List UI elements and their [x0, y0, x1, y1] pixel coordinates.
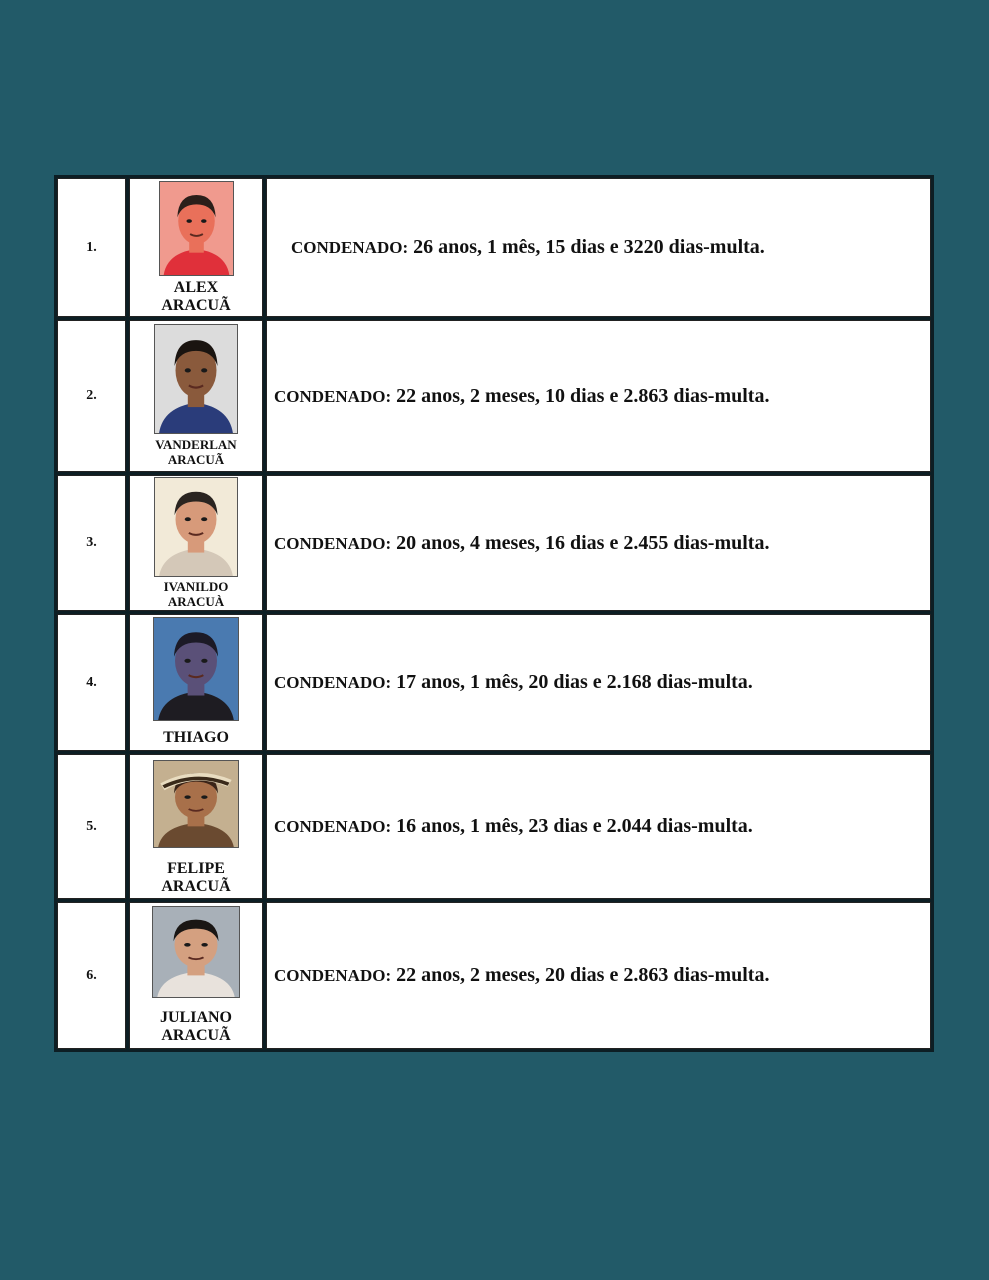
photo-cell: [129, 475, 263, 611]
convicts-table: [54, 175, 934, 1052]
photo-cell: [129, 320, 263, 472]
row-number-cell: [57, 902, 126, 1049]
name-line-1: IVANILDO: [163, 579, 229, 595]
sentence-cell: [266, 320, 931, 472]
sentence-text: [274, 385, 769, 408]
name-line-2: ARACUÃ: [161, 1027, 231, 1045]
row-number-cell: [57, 475, 126, 611]
mugshot-portrait: [153, 760, 239, 848]
person-name: [161, 279, 230, 316]
sentence-cell: [266, 754, 931, 899]
sentence-value: 17 anos, 1 mês, 20 dias e 2.168 dias-multa.: [391, 671, 753, 693]
table-row: [57, 178, 931, 317]
row-number: 5.: [86, 818, 97, 834]
person-name: [161, 860, 230, 897]
person-name: [163, 729, 229, 747]
sentence-text: [291, 236, 765, 259]
condenado-label: CONDENADO:: [274, 966, 392, 985]
condenado-label: CONDENADO:: [274, 673, 392, 692]
table-row: [57, 754, 931, 899]
name-line-2: ARACUÃ: [161, 878, 231, 896]
name-line-1: VANDERLAN: [155, 437, 237, 452]
row-number-cell: [57, 320, 126, 472]
mugshot-portrait: [154, 477, 238, 577]
mugshot-portrait: [153, 617, 239, 721]
table-row: [57, 614, 931, 751]
condenado-label: CONDENADO:: [291, 238, 409, 257]
row-number: 3.: [86, 535, 97, 550]
sentence-cell: [266, 614, 931, 751]
sentence-cell: [266, 902, 931, 1049]
sentence-cell: [266, 475, 931, 611]
mugshot-portrait: [159, 181, 234, 276]
table-row: [57, 475, 931, 611]
name-line-2: ARACUÃ: [167, 451, 225, 467]
table-row: [57, 320, 931, 472]
photo-cell: [129, 754, 263, 899]
sentence-text: [274, 964, 769, 987]
sentence-text: [274, 671, 753, 694]
name-line-1: THIAGO: [163, 729, 229, 746]
name-line-1: ALEX: [173, 279, 219, 296]
sentence-value: 22 anos, 2 meses, 20 dias e 2.863 dias-multa.: [391, 964, 770, 986]
person-name: [164, 580, 229, 610]
photo-cell: [129, 614, 263, 751]
name-line-2: ARACUÀ: [167, 594, 225, 610]
row-number-cell: [57, 614, 126, 751]
person-name: [155, 438, 236, 468]
sentence-value: 26 anos, 1 mês, 15 dias e 3220 dias-multa.: [408, 236, 765, 258]
sentence-value: 20 anos, 4 meses, 16 dias e 2.455 dias-multa.: [391, 531, 770, 554]
sentence-text: [274, 815, 753, 838]
row-number: 6.: [86, 967, 97, 983]
row-number: 4.: [86, 674, 97, 690]
row-number-cell: [57, 754, 126, 899]
photo-cell: [129, 902, 263, 1049]
sentence-value: 22 anos, 2 meses, 10 dias e 2.863 dias-multa.: [391, 384, 770, 407]
name-line-2: ARACUÃ: [161, 297, 231, 315]
sentence-text: [274, 532, 769, 555]
name-line-1: FELIPE: [167, 860, 225, 877]
photo-cell: [129, 178, 263, 317]
table-row: [57, 902, 931, 1049]
row-number: 2.: [86, 388, 97, 403]
mugshot-portrait: [154, 324, 238, 434]
row-number-cell: [57, 178, 126, 317]
condenado-label: CONDENADO:: [274, 533, 392, 553]
condenado-label: CONDENADO:: [274, 817, 392, 836]
row-number: 1.: [86, 239, 97, 255]
condenado-label: CONDENADO:: [274, 386, 392, 406]
person-name: [160, 1009, 232, 1046]
sentence-value: 16 anos, 1 mês, 23 dias e 2.044 dias-multa.: [391, 815, 753, 837]
sentence-cell: [266, 178, 931, 317]
mugshot-portrait: [152, 906, 240, 998]
name-line-1: JULIANO: [159, 1009, 232, 1026]
